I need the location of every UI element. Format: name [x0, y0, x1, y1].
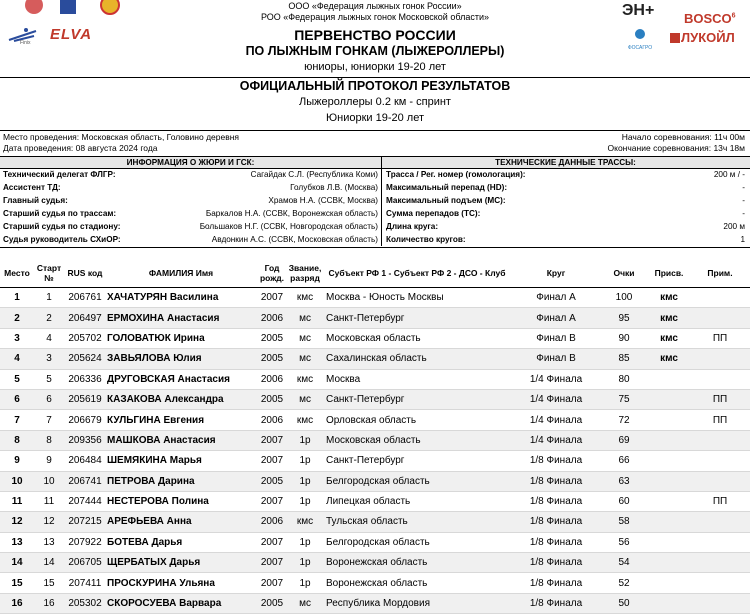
cell-note: ПП	[690, 389, 750, 409]
cell-start: 10	[34, 471, 64, 491]
jury-value: Большаков Н.Г. (ССВК, Новгородская область)	[199, 222, 378, 231]
cell-subject: Орловская область	[322, 410, 512, 430]
cell-rank: кмс	[288, 288, 322, 308]
cell-note	[690, 308, 750, 328]
cell-start: 12	[34, 512, 64, 532]
cell-subject: Тульская область	[322, 512, 512, 532]
divider	[0, 247, 750, 248]
cell-round: Финал В	[512, 349, 600, 369]
event-place-row	[3, 132, 747, 142]
cell-note: ПП	[690, 491, 750, 511]
cell-note: ПП	[690, 410, 750, 430]
cell-name: ЩЕРБАТЫХ Дарья	[106, 553, 256, 573]
tech-label: Сумма перепадов (ТС):	[386, 209, 481, 218]
cell-place: 2	[0, 308, 34, 328]
cell-rank: 1р	[288, 471, 322, 491]
cell-points: 50	[600, 593, 648, 613]
col-start: Старт №	[34, 258, 64, 288]
tech-label: Максимальный подъем (MC):	[386, 196, 506, 205]
col-subject: Субъект РФ 1 - Субъект РФ 2 - ДСО - Клуб	[322, 258, 512, 288]
cell-round: 1/4 Финала	[512, 389, 600, 409]
cell-place: 15	[0, 573, 34, 593]
cell-subject: Санкт-Петербург	[322, 308, 512, 328]
cell-name: ЕРМОХИНА Анастасия	[106, 308, 256, 328]
cell-rus: 205624	[64, 349, 106, 369]
sponsor-enplus-logo: ЭН+	[622, 2, 655, 19]
cell-place: 9	[0, 451, 34, 471]
table-row	[0, 410, 750, 430]
sponsor-bosco-text: BOSCO	[684, 11, 732, 26]
cell-rank: кмс	[288, 369, 322, 389]
cell-points: 100	[600, 288, 648, 308]
cell-points: 90	[600, 328, 648, 348]
cell-awarded	[648, 369, 690, 389]
cell-year: 2007	[256, 288, 288, 308]
jury-value: Сагайдак С.Л. (Республика Коми)	[250, 170, 378, 179]
cell-round: Финал В	[512, 328, 600, 348]
cell-rank: 1р	[288, 573, 322, 593]
cell-subject: Республика Мордовия	[322, 593, 512, 613]
cell-rank: мс	[288, 328, 322, 348]
cell-rank: мс	[288, 389, 322, 409]
cell-round: 1/4 Финала	[512, 410, 600, 430]
sponsor-finix-text: Finix	[20, 40, 31, 46]
cell-rus: 206484	[64, 451, 106, 471]
cell-note	[690, 593, 750, 613]
event-start: Начало соревнования: 11ч 00м	[621, 132, 745, 142]
cell-note	[690, 349, 750, 369]
cell-note	[690, 573, 750, 593]
table-row	[0, 328, 750, 348]
cell-year: 2005	[256, 349, 288, 369]
cell-subject: Московская область	[322, 430, 512, 450]
cell-place: 1	[0, 288, 34, 308]
cell-round: 1/8 Финала	[512, 451, 600, 471]
cell-year: 2007	[256, 430, 288, 450]
cell-name: ДРУГОВСКАЯ Анастасия	[106, 369, 256, 389]
tech-value: -	[742, 183, 745, 192]
cell-subject: Московская область	[322, 328, 512, 348]
cell-rank: 1р	[288, 491, 322, 511]
divider	[381, 156, 382, 246]
cell-place: 14	[0, 553, 34, 573]
cell-note	[690, 369, 750, 389]
cell-subject: Воронежская область	[322, 553, 512, 573]
cell-points: 85	[600, 349, 648, 369]
cell-awarded	[648, 573, 690, 593]
cell-name: НЕСТЕРОВА Полина	[106, 491, 256, 511]
jury-and-tech-section	[0, 156, 750, 246]
cell-rus: 207411	[64, 573, 106, 593]
sponsor-lukoil-text: ЛУКОЙЛ	[681, 30, 735, 45]
table-row	[0, 389, 750, 409]
tech-label: Длина круга:	[386, 222, 439, 231]
cell-points: 66	[600, 451, 648, 471]
cell-note	[690, 512, 750, 532]
jury-header: ИНФОРМАЦИЯ О ЖЮРИ И ГСК:	[0, 156, 381, 169]
cell-subject: Москва	[322, 369, 512, 389]
cell-round: 1/8 Финала	[512, 532, 600, 552]
group-label: Юниорки 19-20 лет	[326, 112, 424, 124]
divider	[0, 130, 750, 131]
cell-awarded: кмс	[648, 308, 690, 328]
cell-start: 6	[34, 389, 64, 409]
cell-round: 1/8 Финала	[512, 593, 600, 613]
cell-round: 1/8 Финала	[512, 471, 600, 491]
discipline: Лыжероллеры 0.2 км - спринт	[299, 96, 451, 108]
cell-subject: Белгородская область	[322, 471, 512, 491]
cell-note	[690, 532, 750, 552]
cell-place: 6	[0, 389, 34, 409]
cell-rus: 205619	[64, 389, 106, 409]
cell-place: 4	[0, 349, 34, 369]
cell-note: ПП	[690, 328, 750, 348]
cell-name: ПРОСКУРИНА Ульяна	[106, 573, 256, 593]
tech-value: -	[742, 196, 745, 205]
event-place: Место проведения: Московская область, Головино деревня	[3, 132, 240, 142]
cell-start: 1	[34, 288, 64, 308]
cell-round: 1/4 Финала	[512, 369, 600, 389]
age-group-subtitle: юниоры, юниорки 19-20 лет	[304, 61, 446, 73]
cell-rus: 209356	[64, 430, 106, 450]
col-points: Очки	[600, 258, 648, 288]
cell-note	[690, 553, 750, 573]
cell-place: 7	[0, 410, 34, 430]
cell-year: 2007	[256, 491, 288, 511]
cell-rank: мс	[288, 593, 322, 613]
col-round: Круг	[512, 258, 600, 288]
cell-round: 1/8 Финала	[512, 491, 600, 511]
cell-name: МАШКОВА Анастасия	[106, 430, 256, 450]
table-row	[0, 573, 750, 593]
cell-place: 12	[0, 512, 34, 532]
cell-start: 8	[34, 430, 64, 450]
col-place: Место	[0, 258, 34, 288]
cell-start: 9	[34, 451, 64, 471]
org-line-1: ООО «Федерация лыжных гонок России»	[288, 1, 462, 11]
cell-rus: 206741	[64, 471, 106, 491]
cell-points: 60	[600, 491, 648, 511]
cell-place: 8	[0, 430, 34, 450]
cell-start: 16	[34, 593, 64, 613]
col-awarded: Присв.	[648, 258, 690, 288]
event-end: Окончание соревнования: 13ч 18м	[607, 143, 745, 153]
cell-start: 3	[34, 349, 64, 369]
cell-place: 3	[0, 328, 34, 348]
cell-points: 72	[600, 410, 648, 430]
cell-awarded	[648, 553, 690, 573]
cell-year: 2005	[256, 389, 288, 409]
cell-note	[690, 288, 750, 308]
table-row	[0, 471, 750, 491]
cell-awarded	[648, 430, 690, 450]
cell-awarded	[648, 471, 690, 491]
cell-place: 11	[0, 491, 34, 511]
cell-rus: 206336	[64, 369, 106, 389]
cell-start: 4	[34, 328, 64, 348]
cell-note	[690, 430, 750, 450]
cell-year: 2005	[256, 593, 288, 613]
cell-start: 5	[34, 369, 64, 389]
cell-awarded	[648, 451, 690, 471]
cell-year: 2006	[256, 308, 288, 328]
cell-year: 2007	[256, 532, 288, 552]
table-row	[0, 532, 750, 552]
table-row	[0, 553, 750, 573]
cell-points: 52	[600, 573, 648, 593]
col-rus: RUS код	[64, 258, 106, 288]
table-row	[0, 491, 750, 511]
cell-round: 1/8 Финала	[512, 573, 600, 593]
cell-rank: 1р	[288, 553, 322, 573]
cell-year: 2007	[256, 451, 288, 471]
cell-rus: 206497	[64, 308, 106, 328]
protocol-title: ОФИЦИАЛЬНЫЙ ПРОТОКОЛ РЕЗУЛЬТАТОВ	[239, 79, 511, 93]
cell-points: 75	[600, 389, 648, 409]
cell-points: 69	[600, 430, 648, 450]
cell-awarded	[648, 532, 690, 552]
results-table	[0, 258, 750, 614]
cell-awarded: кмс	[648, 328, 690, 348]
jury-label: Старший судья по трассам:	[3, 209, 117, 218]
cell-round: 1/8 Финала	[512, 553, 600, 573]
tech-value: 200 м	[723, 222, 745, 231]
cell-points: 80	[600, 369, 648, 389]
tech-value: -	[742, 209, 745, 218]
cell-rank: 1р	[288, 532, 322, 552]
col-year: Год рожд.	[256, 258, 288, 288]
tech-label: Трасса / Рег. номер (гомологация):	[386, 170, 526, 179]
cell-start: 2	[34, 308, 64, 328]
cell-subject: Санкт-Петербург	[322, 389, 512, 409]
cell-round: Финал А	[512, 288, 600, 308]
jury-value: Голубков Л.В. (Москва)	[290, 183, 378, 192]
cell-awarded	[648, 593, 690, 613]
divider	[0, 77, 750, 78]
page-subtitle: ПО ЛЫЖНЫМ ГОНКАМ (ЛЫЖЕРОЛЛЕРЫ)	[245, 44, 505, 58]
cell-name: АРЕФЬЕВА Анна	[106, 512, 256, 532]
cell-subject: Санкт-Петербург	[322, 451, 512, 471]
cell-name: ГОЛОВАТЮК Ирина	[106, 328, 256, 348]
event-date: Дата проведения: 08 августа 2024 года	[3, 143, 158, 153]
cell-points: 95	[600, 308, 648, 328]
sponsor-bosco-sup: 6	[731, 12, 736, 20]
cell-rank: кмс	[288, 512, 322, 532]
cell-points: 56	[600, 532, 648, 552]
cell-rank: 1р	[288, 451, 322, 471]
cell-place: 5	[0, 369, 34, 389]
cell-year: 2006	[256, 512, 288, 532]
results-body	[0, 288, 750, 614]
cell-points: 63	[600, 471, 648, 491]
jury-value: Авдонкин А.С. (ССВК, Московская область)	[211, 235, 378, 244]
cell-place: 16	[0, 593, 34, 613]
cell-name: ХАЧАТУРЯН Василина	[106, 288, 256, 308]
cell-rank: мс	[288, 349, 322, 369]
cell-name: БОТЕВА Дарья	[106, 532, 256, 552]
table-header-row	[0, 258, 750, 288]
cell-subject: Сахалинская область	[322, 349, 512, 369]
cell-rank: кмс	[288, 410, 322, 430]
tech-value: 200 м / -	[713, 170, 745, 179]
cell-awarded: кмс	[648, 288, 690, 308]
col-rank: Звание, разряд	[288, 258, 322, 288]
cell-points: 58	[600, 512, 648, 532]
cell-year: 2005	[256, 471, 288, 491]
cell-awarded	[648, 512, 690, 532]
tech-value: 1	[740, 235, 745, 244]
jury-label: Судья руководитель СХиОР:	[3, 235, 121, 244]
cell-awarded	[648, 389, 690, 409]
col-note: Прим.	[690, 258, 750, 288]
org-line-2: РОО «Федерация лыжных гонок Московской области»	[260, 12, 490, 22]
cell-year: 2007	[256, 553, 288, 573]
cell-awarded	[648, 410, 690, 430]
table-row	[0, 349, 750, 369]
page-title: ПЕРВЕНСТВО РОССИИ	[294, 27, 456, 43]
table-row	[0, 288, 750, 308]
cell-rus: 207215	[64, 512, 106, 532]
cell-start: 13	[34, 532, 64, 552]
cell-year: 2005	[256, 328, 288, 348]
cell-name: КУЛЬГИНА Евгения	[106, 410, 256, 430]
cell-rus: 206705	[64, 553, 106, 573]
cell-rank: 1р	[288, 430, 322, 450]
table-row	[0, 308, 750, 328]
jury-value: Храмов Н.А. (ССВК, Москва)	[268, 196, 378, 205]
cell-name: КАЗАКОВА Александра	[106, 389, 256, 409]
table-row	[0, 430, 750, 450]
tech-label: Максимальный перепад (HD):	[386, 183, 508, 192]
tech-label: Количество кругов:	[386, 235, 466, 244]
cell-note	[690, 471, 750, 491]
event-date-row	[3, 143, 747, 153]
jury-label: Главный судья:	[3, 196, 68, 205]
jury-label: Ассистент ТД:	[3, 183, 61, 192]
cell-start: 7	[34, 410, 64, 430]
jury-label: Старший судья по стадиону:	[3, 222, 121, 231]
col-name: ФАМИЛИЯ Имя	[106, 258, 256, 288]
table-row	[0, 369, 750, 389]
table-row	[0, 512, 750, 532]
cell-subject: Белгородская область	[322, 532, 512, 552]
cell-name: ШЕМЯКИНА Марья	[106, 451, 256, 471]
sponsor-elva-logo: ELVA	[50, 26, 93, 43]
jury-value: Баркалов Н.А. (ССВК, Воронежская область)	[205, 209, 378, 218]
table-row	[0, 451, 750, 471]
cell-name: СКОРОСУЕВА Варвара	[106, 593, 256, 613]
cell-points: 54	[600, 553, 648, 573]
table-row	[0, 593, 750, 613]
cell-round: 1/4 Финала	[512, 430, 600, 450]
cell-start: 11	[34, 491, 64, 511]
cell-year: 2006	[256, 410, 288, 430]
cell-place: 13	[0, 532, 34, 552]
cell-awarded	[648, 491, 690, 511]
cell-subject: Воронежская область	[322, 573, 512, 593]
cell-start: 15	[34, 573, 64, 593]
tech-header: ТЕХНИЧЕСКИЕ ДАННЫЕ ТРАССЫ:	[381, 156, 750, 169]
cell-rus: 205302	[64, 593, 106, 613]
cell-awarded: кмс	[648, 349, 690, 369]
cell-rus: 207444	[64, 491, 106, 511]
cell-rus: 206761	[64, 288, 106, 308]
cell-note	[690, 451, 750, 471]
cell-place: 10	[0, 471, 34, 491]
cell-start: 14	[34, 553, 64, 573]
cell-rus: 207922	[64, 532, 106, 552]
cell-year: 2007	[256, 573, 288, 593]
cell-rus: 205702	[64, 328, 106, 348]
cell-round: Финал А	[512, 308, 600, 328]
cell-round: 1/8 Финала	[512, 512, 600, 532]
cell-subject: Москва - Юность Москвы	[322, 288, 512, 308]
cell-name: ЗАВЬЯЛОВА Юлия	[106, 349, 256, 369]
cell-name: ПЕТРОВА Дарина	[106, 471, 256, 491]
jury-label: Технический делегат ФЛГР:	[3, 170, 116, 179]
cell-year: 2006	[256, 369, 288, 389]
sponsor-phosagro-text: ФОСАГРО	[627, 45, 653, 51]
cell-rus: 206679	[64, 410, 106, 430]
cell-rank: мс	[288, 308, 322, 328]
cell-subject: Липецкая область	[322, 491, 512, 511]
document-header	[0, 0, 750, 128]
